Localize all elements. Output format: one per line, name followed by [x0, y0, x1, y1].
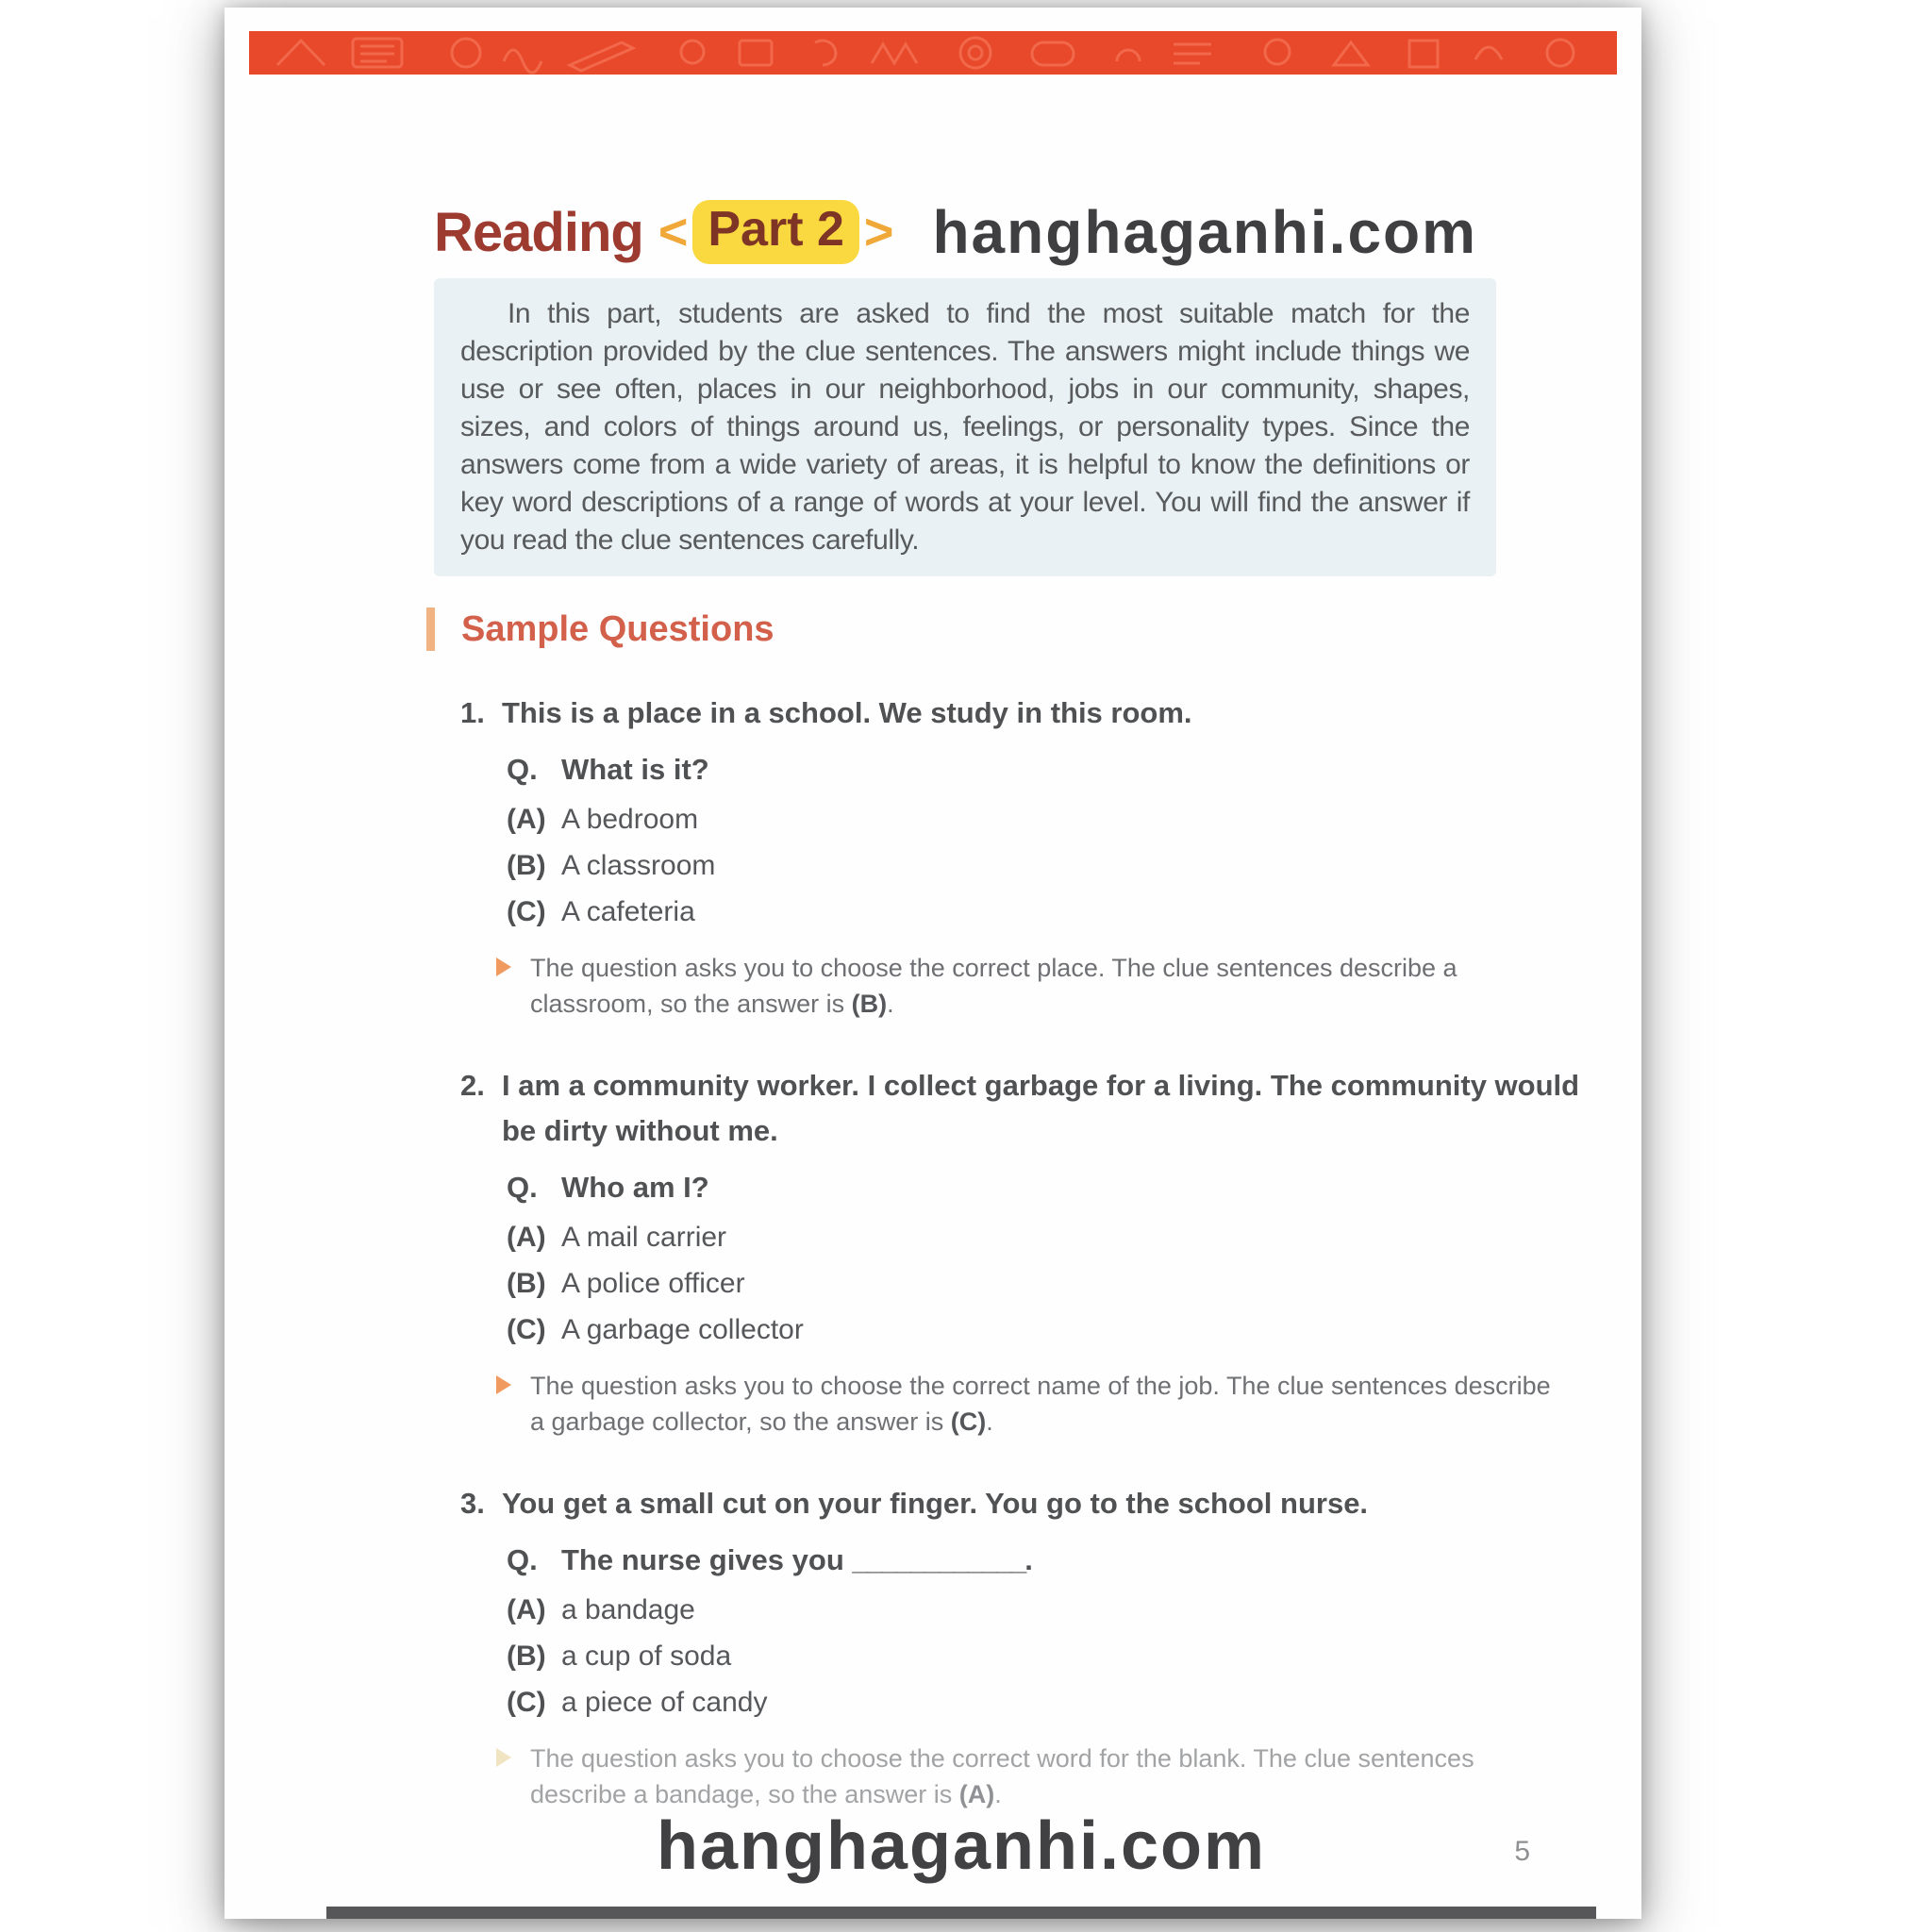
- triangle-bullet-icon: [496, 1375, 511, 1394]
- option-label: (B): [507, 850, 546, 881]
- q-text: Who am I?: [561, 1171, 709, 1204]
- explanation-note: [494, 1368, 1551, 1440]
- header-doodles-icon: [249, 31, 1617, 75]
- option-label: (B): [507, 1641, 546, 1672]
- option-text: a cup of soda: [561, 1641, 732, 1672]
- option-a: [507, 1220, 1602, 1255]
- question-block-3: [460, 1481, 1602, 1812]
- explanation-text: [530, 950, 1551, 1022]
- q-label: Q.: [507, 753, 538, 786]
- explanation-note-faded: [494, 1740, 1551, 1812]
- explanation-answer: (A): [958, 1780, 995, 1808]
- page-number: 5: [1514, 1836, 1530, 1867]
- angle-bracket-left-icon: <: [658, 204, 689, 260]
- option-a: [507, 1592, 1602, 1627]
- option-c: [507, 894, 1602, 929]
- angle-bracket-right-icon: >: [863, 204, 894, 260]
- option-a: [507, 802, 1602, 837]
- question-prompt: [460, 1063, 1602, 1154]
- part-label-highlight: Part 2: [692, 200, 859, 264]
- option-text: a bandage: [561, 1594, 695, 1625]
- explanation-text: [530, 1368, 1551, 1440]
- question-line: [507, 1167, 1602, 1208]
- sample-questions-label: Sample Questions: [461, 608, 774, 649]
- explanation-pre: The question asks you to choose the correct place. The clue sentences describe a classroom, so the answer is: [530, 954, 1457, 1018]
- part-description-paragraph: In this part, students are asked to find the most suitable match for the description provided by the clue sentences. The answers might include things we use or see often, places in our neighborhood, jobs in our community, shapes, sizes, and colors of things around us, feelings, or personality types. Since the answers come from a wide variety of areas, it is helpful to know the definitions or key word descriptions of a range of words at your level. You will find the answer if you read the clue sentences carefully.: [434, 278, 1496, 576]
- watermark-top: hanghaganhi.com: [932, 198, 1478, 266]
- section-title: [434, 192, 1477, 272]
- option-text: A bedroom: [561, 804, 699, 835]
- question-number: 2.: [460, 1069, 485, 1102]
- q-text-with-blank: [561, 1540, 1033, 1581]
- heading-accent-bar: [426, 608, 435, 651]
- option-b: [507, 1639, 1602, 1674]
- option-label: (C): [507, 1314, 546, 1345]
- q-label: Q.: [507, 1171, 538, 1204]
- q-text-before-blank: The nurse gives you: [561, 1543, 853, 1576]
- explanation-answer: (C): [950, 1407, 987, 1436]
- header-bar: [249, 31, 1617, 75]
- explanation-answer: (B): [851, 990, 888, 1018]
- section-title-reading: Reading: [434, 201, 643, 263]
- sample-questions-heading: [426, 608, 774, 651]
- option-label: (A): [507, 1594, 546, 1625]
- explanation-suffix: .: [986, 1407, 993, 1436]
- option-text: A mail carrier: [561, 1222, 727, 1253]
- question-prompt: [460, 691, 1602, 736]
- question-block-1: [460, 691, 1602, 1022]
- option-c: [507, 1685, 1602, 1720]
- answer-blank-line: ____________: [852, 1543, 1025, 1576]
- q-text: What is it?: [561, 753, 709, 786]
- explanation-suffix: .: [887, 990, 894, 1018]
- page-bottom-edge: [326, 1907, 1596, 1919]
- explanation-pre: The question asks you to choose the correct name of the job. The clue sentences describe a garbage collector, so the answer is: [530, 1372, 1551, 1436]
- q-label: Q.: [507, 1543, 538, 1576]
- option-label: (C): [507, 896, 546, 927]
- questions-list: [460, 691, 1602, 1854]
- book-page: [225, 8, 1641, 1919]
- question-prompt: [460, 1481, 1602, 1526]
- option-text: A police officer: [561, 1268, 745, 1299]
- explanation-text: [530, 1740, 1551, 1812]
- explanation-note: [494, 950, 1551, 1022]
- triangle-bullet-icon: [496, 958, 511, 976]
- option-label: (A): [507, 1222, 546, 1253]
- option-text: A garbage collector: [561, 1314, 804, 1345]
- explanation-pre: The question asks you to choose the correct word for the blank. The clue sentences describe a bandage, so the answer is: [530, 1744, 1474, 1808]
- question-line: [507, 1540, 1602, 1581]
- question-line: [507, 749, 1602, 791]
- question-prompt-text: I am a community worker. I collect garbage for a living. The community would be dirty without me.: [502, 1069, 1580, 1147]
- question-number: 1.: [460, 696, 485, 729]
- question-number: 3.: [460, 1487, 485, 1520]
- question-block-2: [460, 1063, 1602, 1440]
- option-label: (B): [507, 1268, 546, 1299]
- watermark-bottom: hanghaganhi.com: [656, 1808, 1267, 1884]
- question-prompt-text: You get a small cut on your finger. You go to the school nurse.: [502, 1487, 1369, 1520]
- triangle-bullet-icon: [496, 1748, 511, 1767]
- option-c: [507, 1312, 1602, 1347]
- option-text: A cafeteria: [561, 896, 695, 927]
- option-label: (C): [507, 1687, 546, 1718]
- option-b: [507, 848, 1602, 883]
- question-prompt-text: This is a place in a school. We study in this room.: [502, 696, 1192, 729]
- option-b: [507, 1266, 1602, 1301]
- q-text-after-blank: .: [1024, 1543, 1033, 1576]
- option-text: A classroom: [561, 850, 716, 881]
- option-label: (A): [507, 804, 546, 835]
- explanation-suffix: .: [994, 1780, 1002, 1808]
- option-text: a piece of candy: [561, 1687, 768, 1718]
